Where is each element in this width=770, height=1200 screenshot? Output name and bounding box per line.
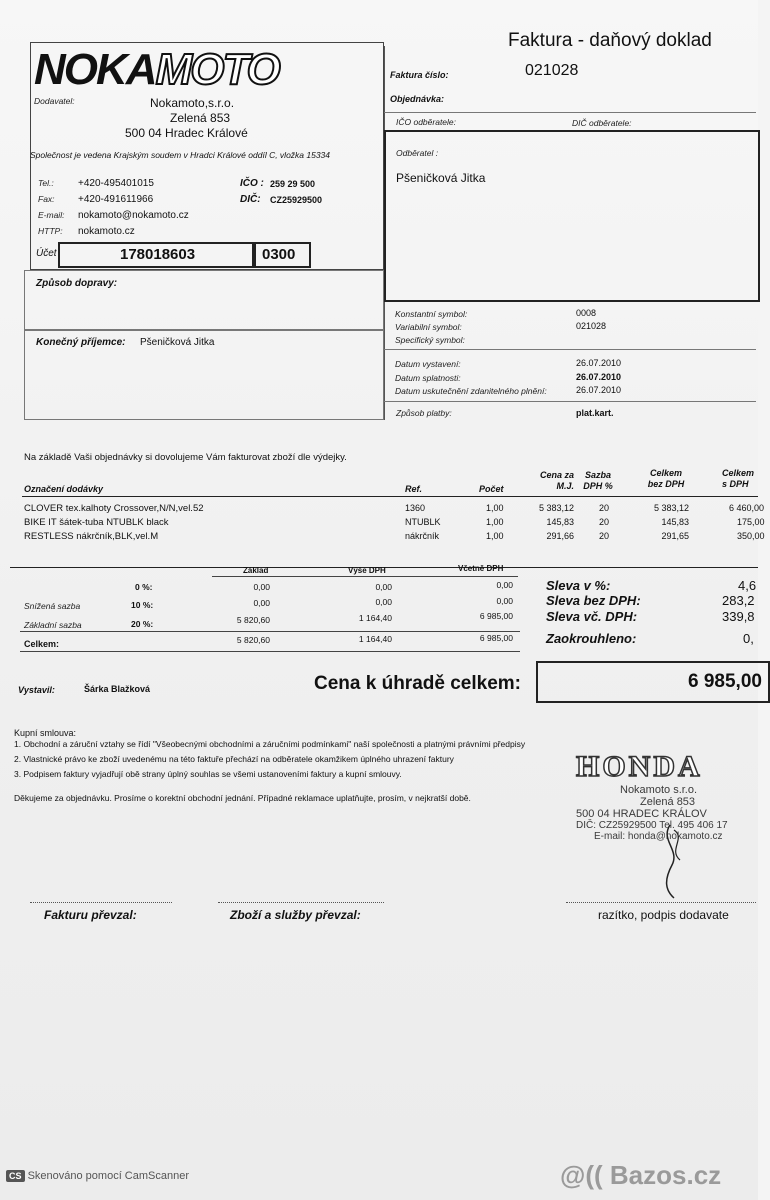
vat-base: 0,00 bbox=[253, 598, 270, 608]
stamp-line-1: Nokamoto s.r.o. bbox=[620, 784, 698, 796]
const-symbol: 0008 bbox=[576, 308, 597, 318]
due-date: 26.07.2010 bbox=[576, 372, 622, 382]
supplier-label: Dodavatel: bbox=[34, 96, 75, 106]
vat-total-incl: 6 985,00 bbox=[479, 633, 513, 643]
scanner-text: Skenováno pomocí CamScanner bbox=[27, 1170, 190, 1182]
col-qty-header: Počet bbox=[479, 484, 504, 494]
dates-line bbox=[384, 401, 756, 402]
invoice-number: 021028 bbox=[525, 62, 579, 79]
item-ref: 1360 bbox=[405, 503, 426, 513]
vat-amount: 1 164,40 bbox=[358, 613, 392, 623]
contract-line-3: 3. Podpisem faktury vyjadřují obě strany úplný souhlas se všemi ustanoveními faktury a kupní smlouvy. bbox=[14, 769, 402, 779]
dic-value: CZ25929500 bbox=[270, 195, 323, 205]
item-qty: 1,00 bbox=[486, 503, 504, 513]
buyer-box bbox=[384, 130, 760, 302]
vat-bottom-line bbox=[20, 651, 520, 652]
issued-by-label: Vystavil: bbox=[18, 685, 55, 695]
ico-value: 259 29 500 bbox=[270, 179, 316, 189]
vat-header-line bbox=[212, 576, 518, 577]
stamp-line-3: 500 04 HRADEC KRÁLOV bbox=[576, 808, 707, 820]
vat-base-header: Základ bbox=[243, 566, 269, 575]
payment-method: plat.kart. bbox=[576, 408, 614, 418]
spec-symbol-label: Specifický symbol: bbox=[395, 335, 465, 345]
http-value: nokamoto.cz bbox=[78, 226, 135, 237]
tax-date: 26.07.2010 bbox=[576, 385, 622, 395]
col-gross-header: Celkem s DPH bbox=[722, 468, 755, 489]
supplier-street: Zelená 853 bbox=[170, 111, 231, 125]
issued-by-name: Šárka Blažková bbox=[84, 684, 151, 694]
discount-pct: 4,6 bbox=[738, 578, 757, 593]
discount-net: 283,2 bbox=[722, 593, 755, 608]
discount-gross-label: Sleva vč. DPH: bbox=[546, 609, 638, 624]
vat-rate: 10 %: bbox=[131, 600, 154, 610]
buyer-label: Odběratel : bbox=[396, 148, 439, 158]
vat-total-line bbox=[20, 631, 520, 632]
due-label: Datum splatnosti: bbox=[395, 373, 461, 383]
item-unit-price: 5 383,12 bbox=[538, 503, 574, 513]
invoice-taken-line bbox=[30, 902, 172, 903]
buyer-dic-label: DIČ odběratele: bbox=[572, 118, 632, 128]
discount-gross: 339,8 bbox=[722, 609, 755, 624]
vat-row-label: Základní sazba bbox=[24, 620, 82, 630]
col-unitprice-header: Cena za M.J. bbox=[539, 470, 574, 491]
item-unit-price: 291,66 bbox=[546, 531, 574, 541]
item-ref: nákrčník bbox=[405, 531, 440, 541]
stamp-line-5: E-mail: honda@nokamoto.cz bbox=[594, 831, 723, 842]
supplier-registry: Společnost je vedena Krajským soudem v Hradci Králové oddíl C, vložka 15334 bbox=[30, 150, 331, 160]
stamp-brand: HONDA bbox=[576, 750, 703, 783]
contract-line-2: 2. Vlastnické právo ke zboží uvedenému na této faktuře přechází na odběratele okamžikem úplného uhrazení faktury bbox=[14, 754, 454, 764]
rounding-label: Zaokrouhleno: bbox=[546, 631, 637, 646]
vat-total-amount: 1 164,40 bbox=[358, 634, 392, 644]
col-ref-header: Ref. bbox=[405, 484, 423, 494]
buyer-ico-label: IČO odběratele: bbox=[396, 117, 457, 127]
total-due-label: Cena k úhradě celkem: bbox=[314, 673, 521, 694]
items-header-line bbox=[22, 496, 758, 497]
contract-title: Kupní smlouva: bbox=[14, 728, 77, 738]
item-total-net: 5 383,12 bbox=[653, 503, 689, 513]
vat-row-label: Snížená sazba bbox=[24, 601, 81, 611]
goods-taken-label: Zboží a služby převzal: bbox=[230, 908, 361, 922]
item-total-gross: 175,00 bbox=[737, 517, 765, 527]
order-label: Objednávka: bbox=[390, 94, 445, 104]
vat-amount: 0,00 bbox=[375, 597, 392, 607]
stamp-sign-label: razítko, podpis dodavate bbox=[598, 908, 729, 922]
vat-amount-header: Výše DPH bbox=[348, 566, 386, 575]
total-due-amount: 6 985,00 bbox=[688, 671, 762, 692]
recipient-name: Pšeničková Jitka bbox=[140, 337, 215, 348]
recipient-label: Konečný příjemce: bbox=[36, 337, 126, 348]
item-qty: 1,00 bbox=[486, 531, 504, 541]
item-total-gross: 350,00 bbox=[737, 531, 765, 541]
item-unit-price: 145,83 bbox=[546, 517, 574, 527]
item-vat: 20 bbox=[599, 503, 610, 513]
vat-rate: 0 %: bbox=[135, 582, 153, 592]
fax-value: +420-491611966 bbox=[78, 194, 154, 205]
item-vat: 20 bbox=[599, 517, 610, 527]
vat-incl: 0,00 bbox=[496, 580, 513, 590]
http-label: HTTP: bbox=[38, 226, 63, 236]
signature-scribble bbox=[640, 820, 700, 900]
scanner-footer bbox=[6, 1170, 189, 1182]
ico-label: IČO : bbox=[240, 178, 264, 189]
fax-label: Fax: bbox=[38, 194, 55, 204]
discount-net-label: Sleva bez DPH: bbox=[546, 593, 641, 608]
thanks-text: Děkujeme za objednávku. Prosíme o korektní obchodní jednání. Případné reklamace uplatňujte, prosím, v nejkratší době. bbox=[14, 793, 471, 803]
item-name: RESTLESS nákrčník,BLK,vel.M bbox=[24, 531, 159, 542]
contract-line-1: 1. Obchodní a záruční vztahy se řídí "Všeobecnými obchodními a záručními podmínkami" naší společnosti a platnými právními předpisy bbox=[14, 739, 526, 749]
vat-incl: 0,00 bbox=[496, 596, 513, 606]
var-symbol: 021028 bbox=[576, 321, 607, 331]
vat-incl: 6 985,00 bbox=[479, 611, 513, 621]
item-qty: 1,00 bbox=[486, 517, 504, 527]
document-title: Faktura - daňový doklad bbox=[508, 30, 712, 51]
camscanner-icon: CS bbox=[6, 1170, 25, 1182]
shipping-label: Způsob dopravy: bbox=[36, 278, 118, 289]
invoice-taken-label: Fakturu převzal: bbox=[44, 908, 137, 922]
var-symbol-label: Variabilní symbol: bbox=[395, 322, 462, 332]
vat-rate: 20 %: bbox=[131, 619, 154, 629]
email-label: E-mail: bbox=[38, 210, 65, 220]
tel-label: Tel.: bbox=[38, 178, 54, 188]
stamp-line-4: DIČ: CZ25929500 Tel. 495 406 17 bbox=[576, 820, 728, 831]
item-ref: NTUBLK bbox=[405, 517, 441, 527]
vat-total-base: 5 820,60 bbox=[236, 635, 270, 645]
company-logo: NOKAMOTO bbox=[34, 45, 279, 94]
account-number: 178018603 bbox=[120, 246, 196, 263]
item-name: CLOVER tex.kalhoty Crossover,N/N,vel.52 bbox=[24, 503, 204, 514]
issued-label: Datum vystavení: bbox=[395, 359, 461, 369]
watermark: @(( Bazos.cz bbox=[560, 1160, 722, 1190]
buyer-name: Pšeničková Jitka bbox=[396, 171, 486, 185]
goods-taken-line bbox=[218, 902, 384, 903]
vat-amount: 0,00 bbox=[375, 582, 392, 592]
symbol-line bbox=[384, 349, 756, 350]
vat-total-label: Celkem: bbox=[24, 639, 60, 649]
dic-label: DIČ: bbox=[240, 194, 261, 205]
issued-date: 26.07.2010 bbox=[576, 358, 622, 368]
order-line bbox=[384, 112, 756, 113]
intro-text: Na základě Vaši objednávky si dovolujeme Vám fakturovat zboží dle výdejky. bbox=[24, 452, 347, 463]
discount-pct-label: Sleva v %: bbox=[546, 578, 611, 593]
item-total-net: 145,83 bbox=[661, 517, 689, 527]
item-vat: 20 bbox=[599, 531, 610, 541]
item-name: BIKE IT šátek-tuba NTUBLK black bbox=[24, 517, 169, 528]
vat-incl-header: Včetně DPH bbox=[458, 564, 504, 573]
vat-base: 5 820,60 bbox=[236, 615, 270, 625]
supplier-name: Nokamoto,s.r.o. bbox=[150, 96, 235, 110]
stamp-line-2: Zelená 853 bbox=[640, 796, 696, 808]
account-label: Účet bbox=[36, 248, 57, 259]
vat-base: 0,00 bbox=[253, 582, 270, 592]
payment-label: Způsob platby: bbox=[396, 408, 452, 418]
email-value: nokamoto@nokamoto.cz bbox=[78, 210, 189, 221]
bank-code: 0300 bbox=[262, 246, 296, 263]
col-net-header: Celkem bez DPH bbox=[647, 468, 685, 489]
const-symbol-label: Konstantní symbol: bbox=[395, 309, 468, 319]
taxdate-label: Datum uskutečnění zdanitelného plnění: bbox=[395, 386, 547, 396]
supplier-city: 500 04 Hradec Králové bbox=[125, 126, 248, 140]
stamp-sign-line bbox=[566, 902, 756, 903]
col-vat-header: Sazba DPH % bbox=[583, 470, 613, 491]
rounding-value: 0, bbox=[743, 631, 754, 646]
invoice-number-label: Faktura číslo: bbox=[390, 70, 449, 80]
item-total-net: 291,65 bbox=[661, 531, 689, 541]
tel-value: +420-495401015 bbox=[78, 178, 154, 189]
item-total-gross: 6 460,00 bbox=[729, 503, 765, 513]
col-name-header: Označení dodávky bbox=[24, 484, 104, 494]
